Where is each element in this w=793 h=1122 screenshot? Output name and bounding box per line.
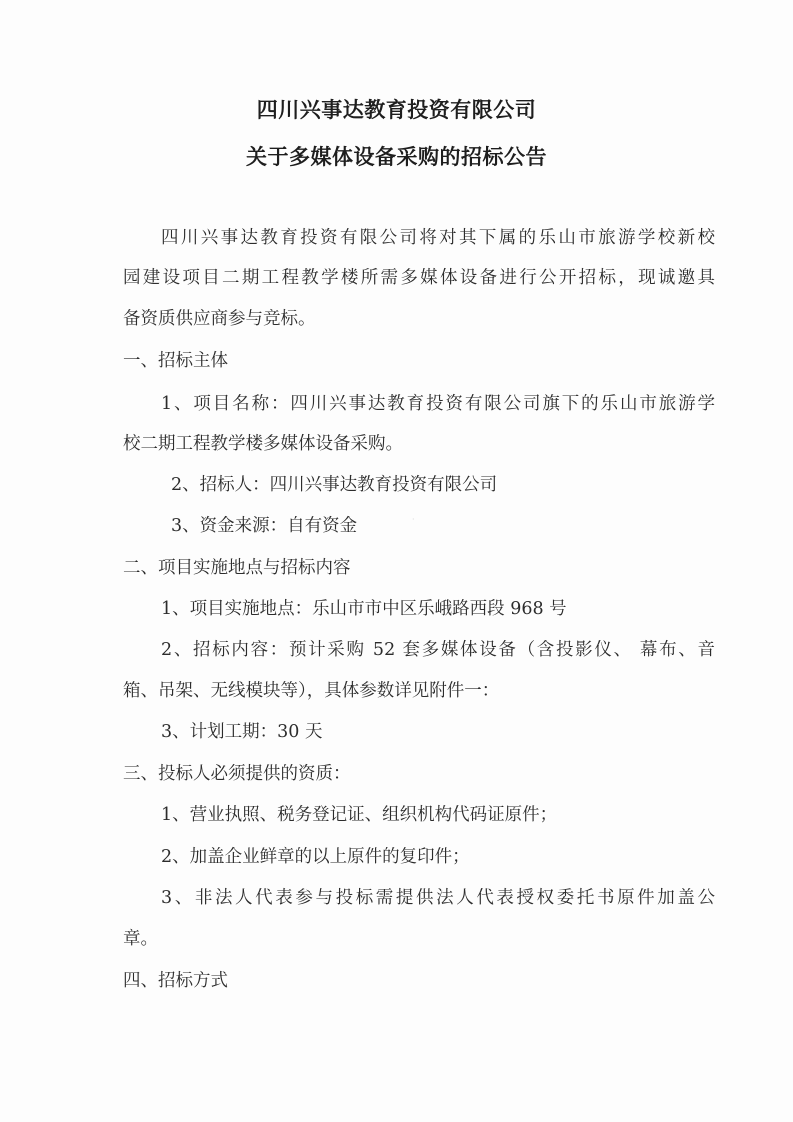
section2-item3: 3、计划工期：30 天: [161, 722, 323, 742]
section3-heading: 三、投标人必须提供的资质：: [123, 764, 351, 784]
scan-speck: ·: [412, 515, 415, 524]
section1-item3: 3、资金来源：自有资金: [171, 516, 358, 536]
document-title-line2: 关于多媒体设备采购的招标公告: [246, 145, 547, 169]
section3-item3-line1: 3、非法人代表参与投标需提供法人代表授权委托书原件加盖公: [161, 888, 715, 908]
section3-item3-line2: 章。: [123, 929, 158, 949]
intro-line-3: 备资质供应商参与竞标。: [123, 309, 316, 329]
section2-heading: 二、项目实施地点与招标内容: [123, 558, 351, 578]
section1-heading: 一、招标主体: [123, 351, 228, 371]
section2-item1: 1、项目实施地点：乐山市市中区乐峨路西段 968 号: [161, 599, 567, 619]
section1-item2: 2、招标人：四川兴事达教育投资有限公司: [171, 475, 498, 495]
section1-item1-line1: 1、项目名称：四川兴事达教育投资有限公司旗下的乐山市旅游学: [161, 394, 715, 414]
section1-item1-line2: 校二期工程教学楼多媒体设备采购。: [123, 434, 403, 454]
section2-item2-line2: 箱、吊架、无线模块等），具体参数详见附件一：: [123, 681, 500, 701]
document-title-line1: 四川兴事达教育投资有限公司: [256, 98, 537, 122]
section4-heading: 四、招标方式: [123, 971, 228, 991]
intro-line-2: 园建设项目二期工程教学楼所需多媒体设备进行公开招标，现诚邀具: [123, 268, 715, 288]
intro-line-1: 四川兴事达教育投资有限公司将对其下属的乐山市旅游学校新校: [161, 228, 715, 248]
section2-item2-line1: 2、招标内容：预计采购 52 套多媒体设备（含投影仪、 幕布、音: [161, 640, 715, 660]
section3-item2: 2、加盖企业鲜章的以上原件的复印件；: [161, 847, 470, 867]
section3-item1: 1、营业执照、税务登记证、组织机构代码证原件；: [161, 805, 558, 825]
